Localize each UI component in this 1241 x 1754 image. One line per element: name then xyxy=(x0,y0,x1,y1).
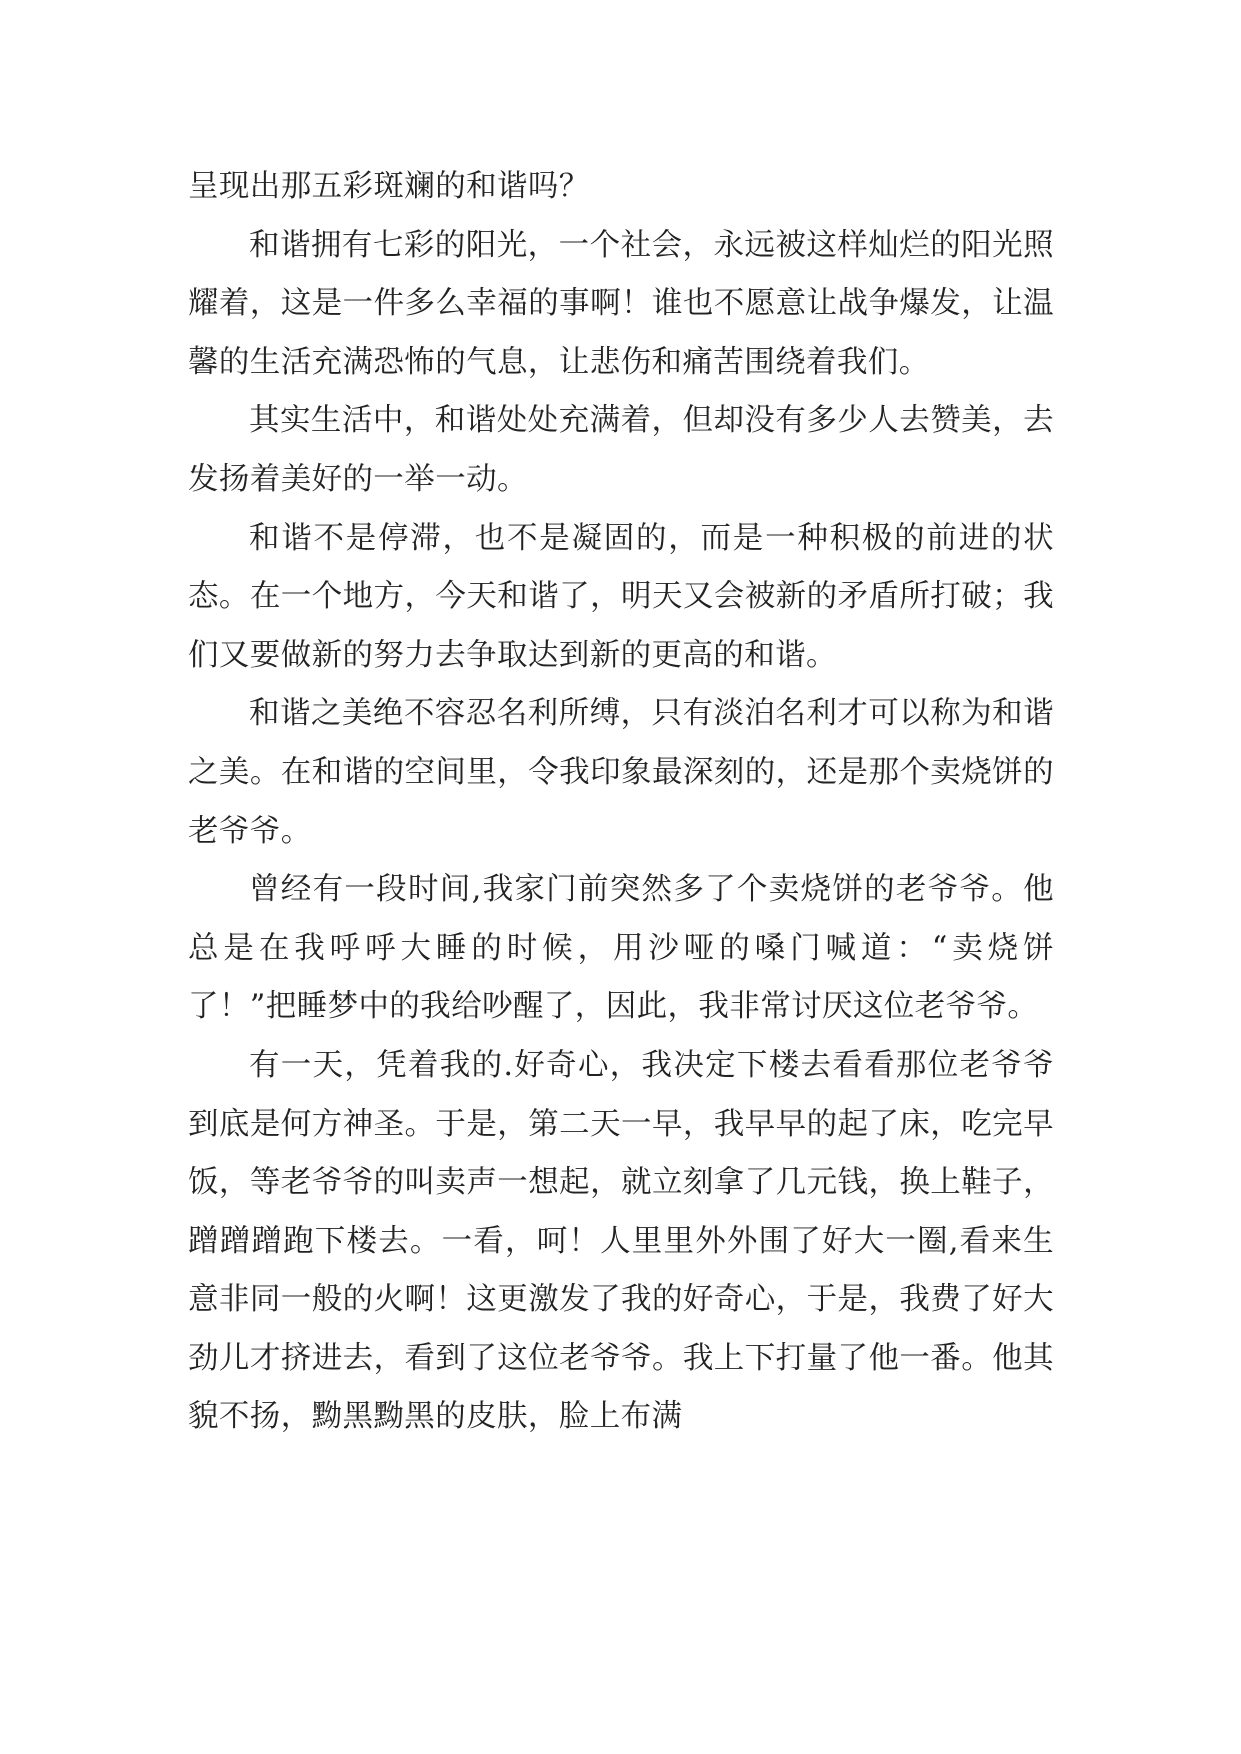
paragraph-2: 和谐拥有七彩的阳光，一个社会，永远被这样灿烂的阳光照耀着，这是一件多么幸福的事啊！谁也不愿意让战争爆发，让温馨的生活充满恐怖的气息，让悲伤和痛苦围绕着我们。 xyxy=(188,227,1054,380)
paragraph-4: 和谐不是停滞，也不是凝固的，而是一种积极的前进的状态。在一个地方，今天和谐了，明天又会被新的矛盾所打破；我们又要做新的努力去争取达到新的更高的和谐。 xyxy=(188,520,1054,673)
paragraph-1: 呈现出那五彩斑斓的和谐吗？ xyxy=(188,169,590,204)
paragraph-5: 和谐之美绝不容忍名利所缚，只有淡泊名利才可以称为和谐之美。在和谐的空间里，令我印象最深刻的，还是那个卖烧饼的老爷爷。 xyxy=(188,696,1054,849)
body-text xyxy=(188,158,1054,1447)
paragraph-7: 有一天，凭着我的.好奇心，我决定下楼去看看那位老爷爷到底是何方神圣。于是，第二天一早，我早早的起了床，吃完早饭，等老爷爷的叫卖声一想起，就立刻拿了几元钱，换上鞋子，蹭蹭蹭跑下楼去。一看，呵！人里里外外围了好大一圈,看来生意非同一般的火啊！这更激发了我的好奇心，于是，我费了好大劲儿才挤进去，看到了这位老爷爷。我上下打量了他一番。他其貌不扬，黝黑黝黑的皮肤，脸上布满 xyxy=(188,1047,1054,1435)
paragraph-3: 其实生活中，和谐处处充满着，但却没有多少人去赞美，去发扬着美好的一举一动。 xyxy=(188,403,1054,497)
paragraph-6: 曾经有一段时间,我家门前突然多了个卖烧饼的老爷爷。他总是在我呼呼大睡的时候，用沙哑的嗓门喊道：“卖烧饼了！”把睡梦中的我给吵醒了，因此，我非常讨厌这位老爷爷。 xyxy=(188,872,1054,1025)
